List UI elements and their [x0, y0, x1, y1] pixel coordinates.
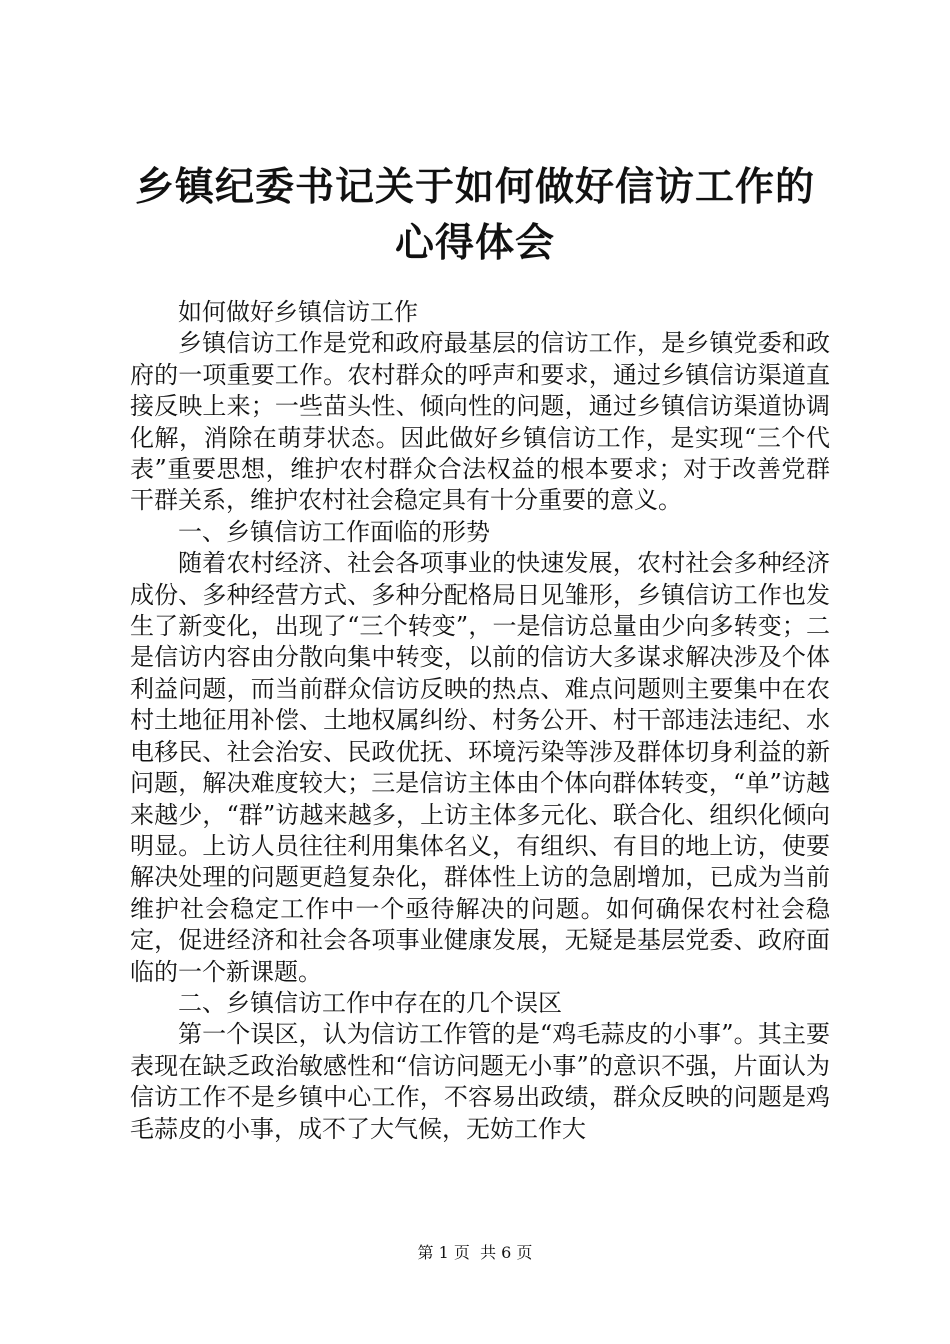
intro-paragraph: 乡镇信访工作是党和政府最基层的信访工作，是乡镇党委和政府的一项重要工作。农村群众的呼声和要求，通过乡镇信访渠道直接反映上来；一些苗头性、倾向性的问题，通过乡镇信访渠道协调化解，消除在萌芽状态。因此做好乡镇信访工作，是实现“三个代表”重要思想，维护农村群众合法权益的根本要求；对于改善党群干群关系，维护农村社会稳定具有十分重要的意义。 [130, 329, 830, 515]
section-2-heading: 二、乡镇信访工作中存在的几个误区 [178, 988, 562, 1017]
document-subtitle: 如何做好乡镇信访工作 [178, 298, 418, 326]
document-title: 乡镇纪委书记关于如何做好信访工作的心得体会 [134, 165, 815, 266]
document-body [130, 297, 830, 1145]
section-2-paragraph: 第一个误区，认为信访工作管的是“鸡毛蒜皮的小事”。其主要表现在缺乏政治敏感性和“信访问题无小事”的意识不强，片面认为信访工作不是乡镇中心工作，不容易出政绩，群众反映的问题是鸡毛蒜皮的小事，成不了大气候，无妨工作大 [130, 1020, 830, 1143]
page-footer [0, 1243, 950, 1263]
section-1-heading: 一、乡镇信访工作面临的形势 [178, 517, 490, 546]
section-1-paragraph: 随着农村经济、社会各项事业的快速发展，农村社会多种经济成份、多种经营方式、多种分配格局日见雏形，乡镇信访工作也发生了新变化，出现了“三个转变”，一是信访总量由少向多转变；二是信访内容由分散向集中转变，以前的信访大多谋求解决涉及个体利益问题，而当前群众信访反映的热点、难点问题则主要集中在农村土地征用补偿、土地权属纠纷、村务公开、村干部违法违纪、水电移民、社会治安、民政优抚、环境污染等涉及群体切身利益的新问题，解决难度较大；三是信访主体由个体向群体转变，“单”访越来越少，“群”访越来越多，上访主体多元化、联合化、组织化倾向明显。上访人员往往利用集体名义，有组织、有目的地上访，使要解决处理的问题更趋复杂化，群体性上访的急剧增加，已成为当前维护社会稳定工作中一个亟待解决的问题。如何确保农村社会稳定，促进经济和社会各项事业健康发展，无疑是基层党委、政府面临的一个新课题。 [130, 549, 830, 986]
page-number: 第 1 页 共 6 页 [417, 1243, 533, 1262]
